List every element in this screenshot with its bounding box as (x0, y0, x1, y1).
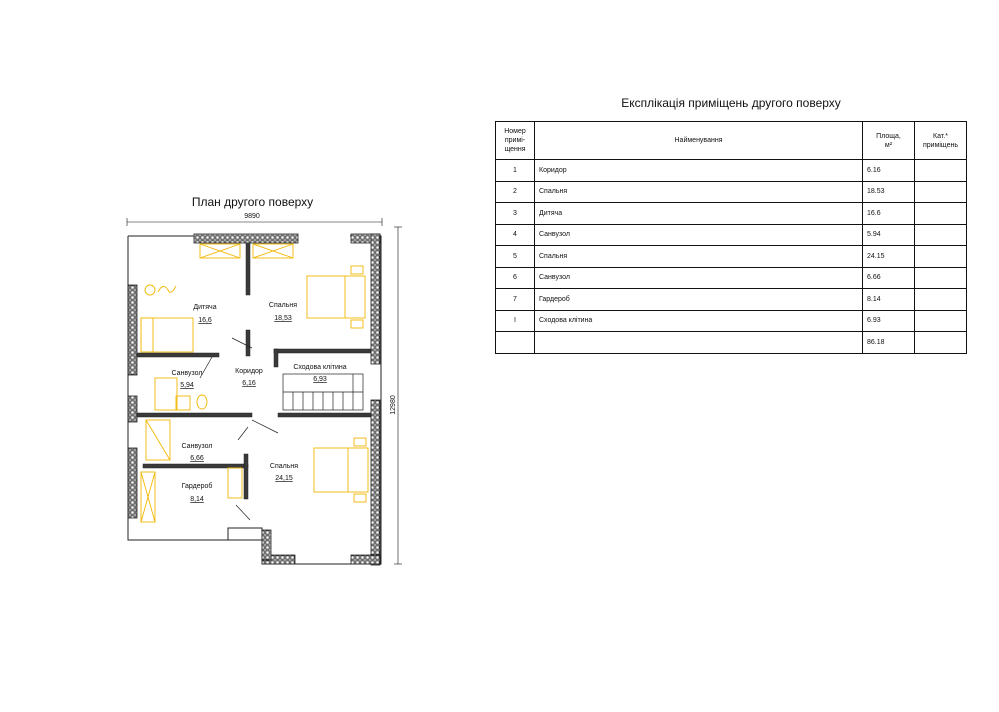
total-number (496, 332, 535, 354)
room-name-sanvuzol-1: Санвузол (171, 370, 203, 377)
explication-table (495, 121, 967, 354)
row-name: Дитяча (535, 203, 863, 225)
room-name-koridor: Коридор (235, 368, 263, 375)
row-name: Санвузол (535, 224, 863, 246)
row-area: 6.66 (863, 267, 915, 289)
header-number-line-3: щення (504, 146, 526, 153)
dimension-lines (127, 218, 402, 564)
room-name-sanvuzol-2: Санвузол (181, 443, 213, 450)
plan-title: План другого поверху (191, 195, 314, 209)
room-name-spalnia-1: Спальня (268, 302, 298, 309)
row-category (915, 160, 967, 182)
row-name: Санвузол (535, 267, 863, 289)
row-number: 5 (496, 246, 535, 268)
row-name: Гардероб (535, 289, 863, 311)
row-number: 2 (496, 181, 535, 203)
room-area-dytiacha: 16,6 (198, 317, 212, 324)
header-number-line-1: Номер (504, 128, 526, 135)
table-title: Експлікація приміщень другого поверху (621, 96, 841, 110)
height-dimension: 12980 (390, 395, 397, 415)
row-area: 5.94 (863, 224, 915, 246)
table-header-row (496, 122, 967, 160)
row-number: 7 (496, 289, 535, 311)
room-labels (172, 302, 347, 503)
row-area: 16.6 (863, 203, 915, 225)
row-number: I (496, 310, 535, 332)
row-area: 6.93 (863, 310, 915, 332)
row-category (915, 267, 967, 289)
row-number: 3 (496, 203, 535, 225)
header-area-line-2: м² (884, 141, 893, 149)
exterior-walls (128, 234, 380, 565)
row-area: 18.53 (863, 181, 915, 203)
table-row (496, 267, 967, 289)
row-name: Сходова клітина (535, 310, 863, 332)
row-category (915, 289, 967, 311)
row-category (915, 246, 967, 268)
table-row (496, 181, 967, 203)
header-number-line-2: примі- (504, 137, 526, 144)
row-category (915, 203, 967, 225)
header-category (915, 122, 967, 160)
room-area-spalnia-2: 24,15 (275, 475, 293, 482)
room-area-sanvuzol-2: 6,66 (190, 455, 204, 462)
header-category-line-1: Кат.* (933, 132, 948, 140)
room-area-sanvuzol-1: 5,94 (180, 382, 194, 389)
total-category (915, 332, 967, 354)
row-area: 8.14 (863, 289, 915, 311)
header-name: Найменування (535, 122, 863, 160)
table-row (496, 224, 967, 246)
width-dimension: 9890 (244, 213, 260, 220)
table-row (496, 160, 967, 182)
row-name: Спальня (535, 181, 863, 203)
door-swings (200, 338, 278, 520)
row-number: 4 (496, 224, 535, 246)
room-name-garderob: Гардероб (181, 483, 213, 490)
row-area: 24.15 (863, 246, 915, 268)
table-total-row (496, 332, 967, 354)
table-row (496, 310, 967, 332)
row-area: 6.16 (863, 160, 915, 182)
header-category-line-2: приміщень (922, 141, 959, 149)
table-row (496, 203, 967, 225)
header-area (863, 122, 915, 160)
header-number (496, 122, 535, 160)
room-area-spalnia-1: 18,53 (274, 315, 292, 322)
table-row (496, 246, 967, 268)
row-category (915, 181, 967, 203)
table-row (496, 289, 967, 311)
room-area-koridor: 6,16 (242, 380, 256, 387)
row-name: Спальня (535, 246, 863, 268)
total-area: 86.18 (863, 332, 915, 354)
row-category (915, 224, 967, 246)
room-area-garderob: 8,14 (190, 496, 204, 503)
room-area-skhodova: 6,93 (313, 376, 327, 383)
row-name: Коридор (535, 160, 863, 182)
total-name (535, 332, 863, 354)
room-name-dytiacha: Дитяча (193, 304, 217, 311)
room-name-skhodova: Сходова клітина (293, 364, 347, 371)
header-area-line-1: Площа, (876, 132, 901, 140)
room-name-spalnia-2: Спальня (269, 463, 299, 470)
row-number: 1 (496, 160, 535, 182)
row-number: 6 (496, 267, 535, 289)
row-category (915, 310, 967, 332)
